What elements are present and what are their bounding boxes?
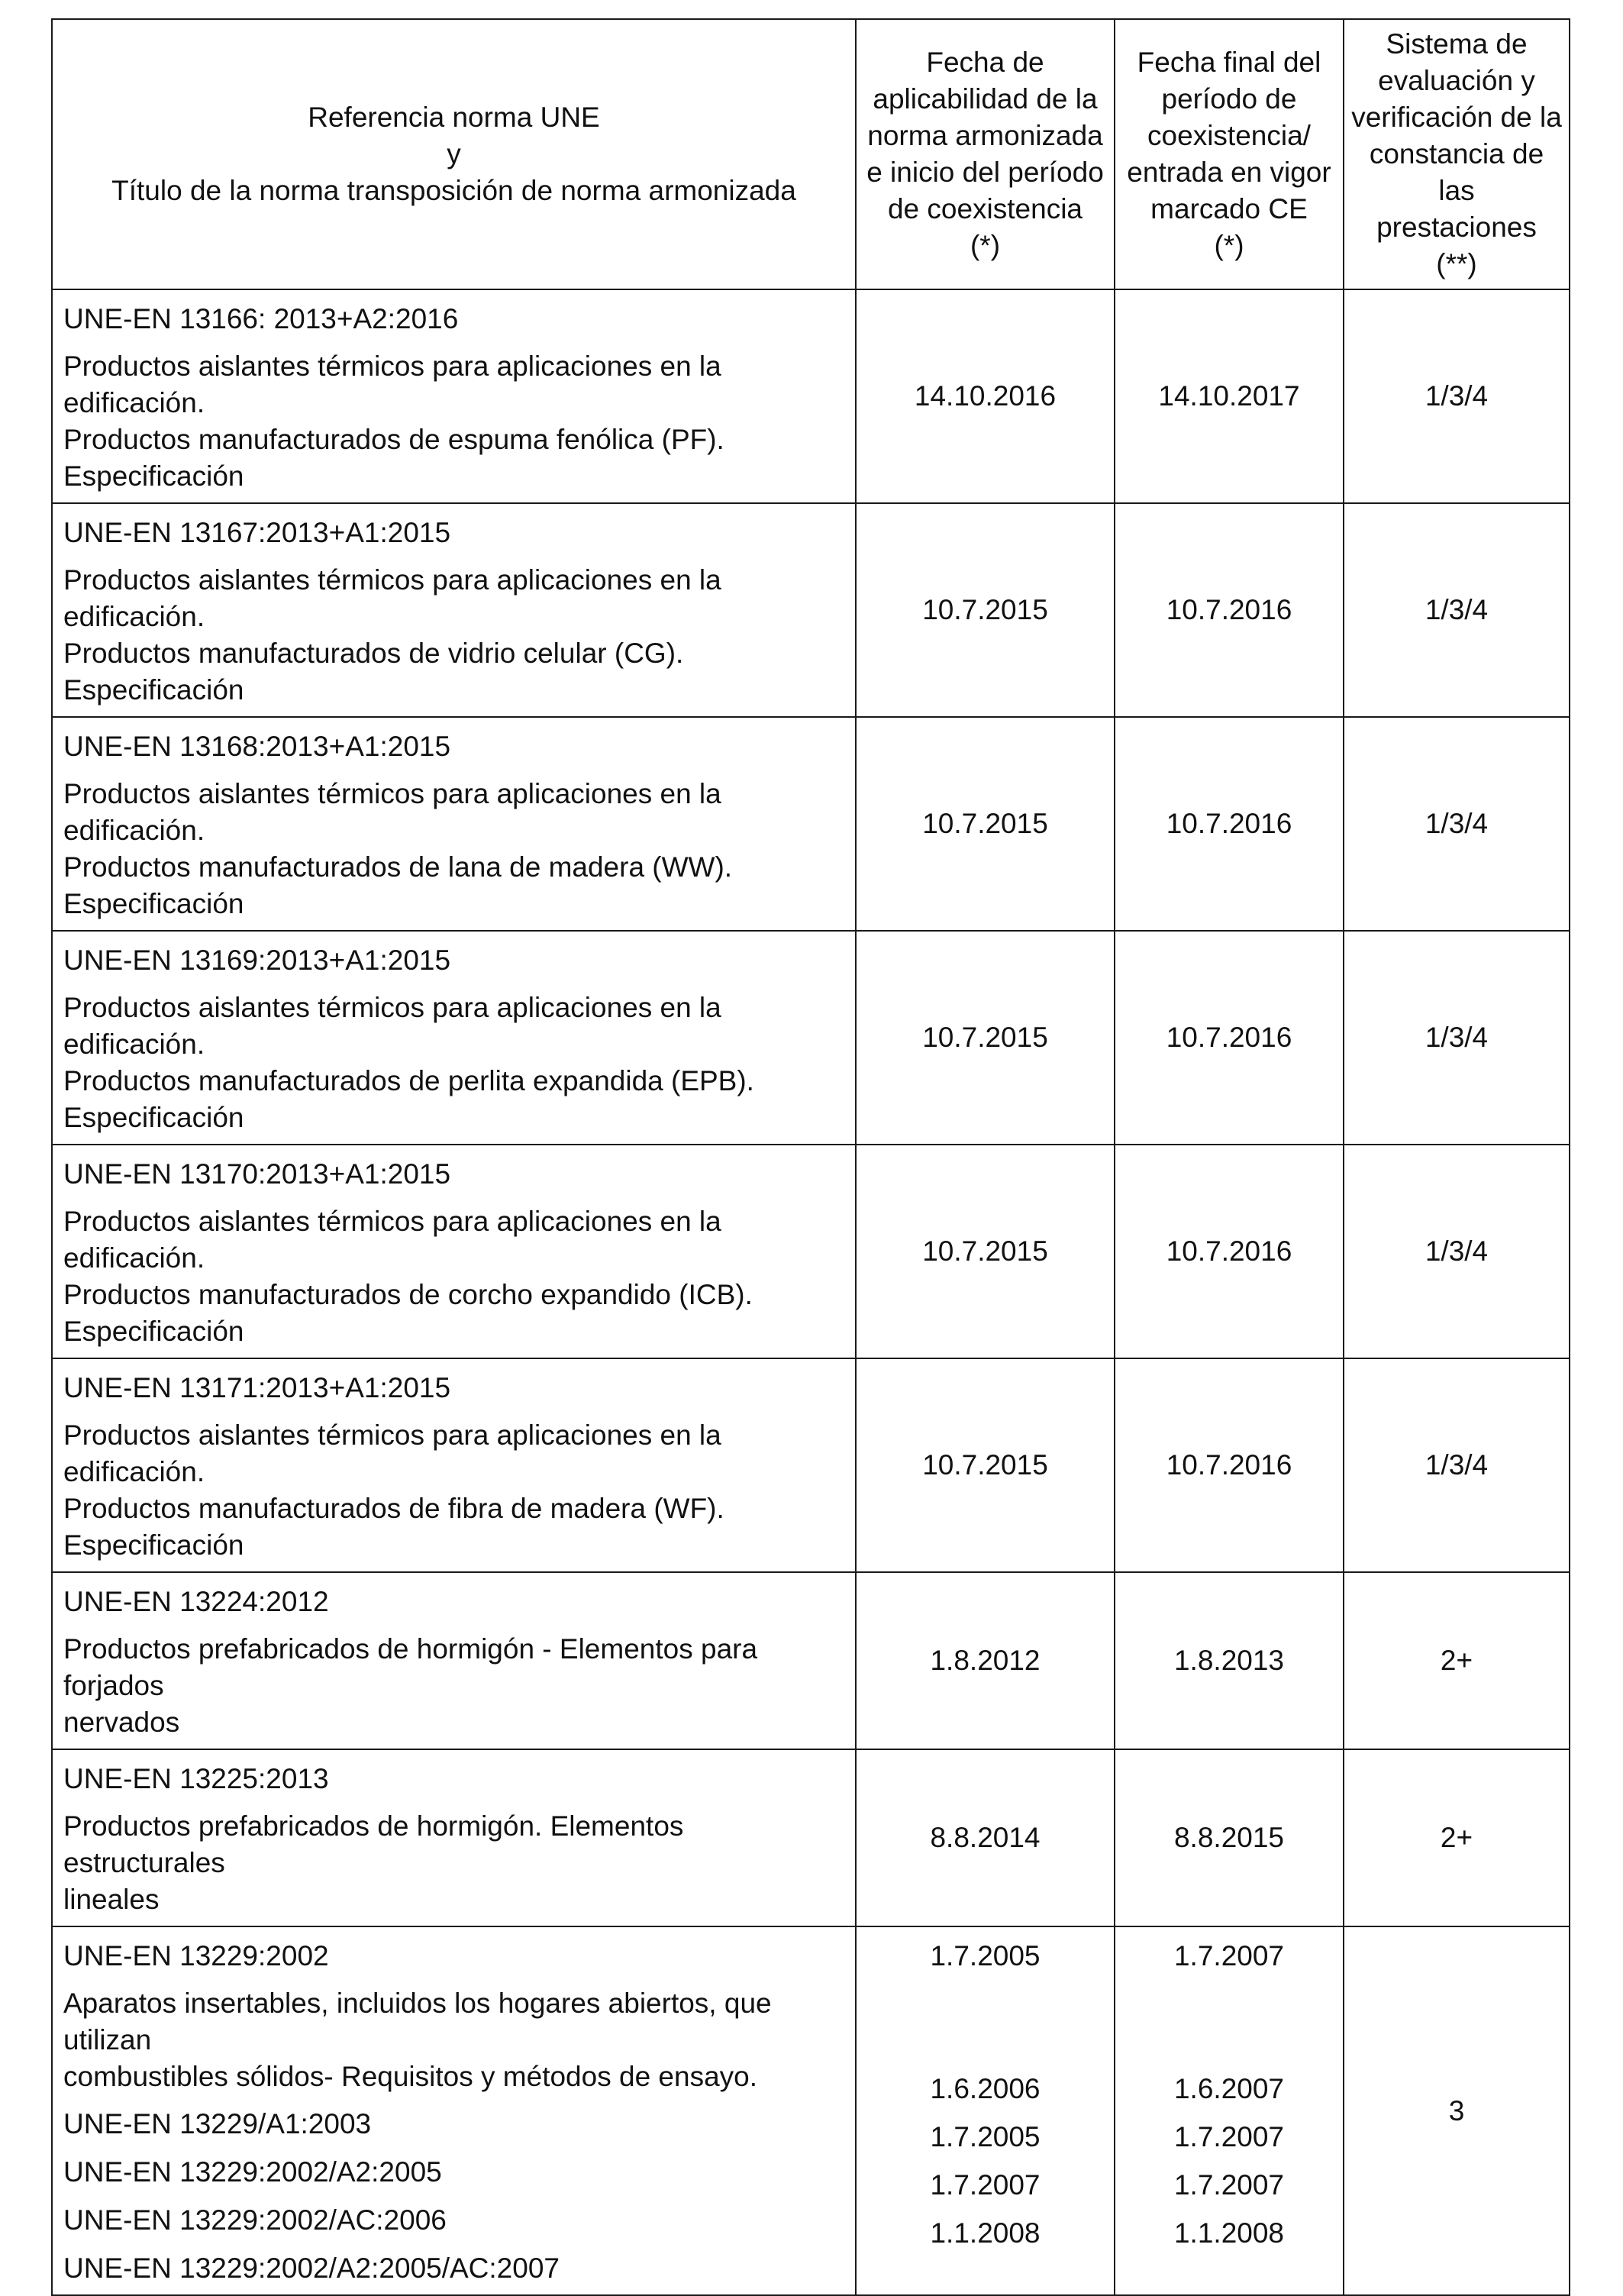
standard-title: [63, 562, 844, 709]
spacer: [1126, 1975, 1332, 2071]
title-line: Productos aislantes térmicos para aplicaciones en la edificación.: [63, 564, 721, 632]
cell-reference: [52, 717, 856, 931]
cell-applicability-date: 8.8.2014: [856, 1749, 1115, 1926]
cell-applicability-date: [856, 1926, 1115, 2295]
standard-code: UNE-EN 13171:2013+A1:2015: [63, 1372, 451, 1403]
header-system: [1344, 19, 1570, 289]
date-value: 1.7.2005: [930, 2121, 1041, 2152]
cell-applicability-date: 10.7.2015: [856, 1358, 1115, 1572]
cell-reference: [52, 1572, 856, 1749]
title-line: Especificación: [63, 888, 244, 919]
title-line: Productos manufacturados de perlita expandida (EPB).: [63, 1065, 754, 1096]
header-end-date: [1115, 19, 1344, 289]
cell-system: 1/3/4: [1344, 1145, 1570, 1358]
header-line: Referencia norma UNE: [308, 102, 600, 133]
header-line: y: [447, 138, 461, 170]
cell-end-date: 10.7.2016: [1115, 503, 1344, 717]
cell-end-date: 14.10.2017: [1115, 289, 1344, 503]
date-value: 1.7.2005: [930, 1940, 1041, 1971]
amendment-code: UNE-EN 13229/A1:2003: [63, 2108, 372, 2139]
standard-code: UNE-EN 13170:2013+A1:2015: [63, 1158, 451, 1190]
header-line: verificación de la: [1351, 102, 1562, 133]
amendment-code: UNE-EN 13229:2002/AC:2006: [63, 2204, 447, 2236]
title-line: Productos manufacturados de corcho expandido (ICB).: [63, 1279, 753, 1310]
header-line: de coexistencia: [887, 193, 1083, 224]
cell-end-date: 10.7.2016: [1115, 1358, 1344, 1572]
cell-end-date: 8.8.2015: [1115, 1749, 1344, 1926]
standard-title: [63, 348, 844, 495]
standard-title: [63, 1417, 844, 1564]
table-row: [52, 1749, 1570, 1926]
cell-system: 1/3/4: [1344, 1358, 1570, 1572]
header-line: Título de la norma transposición de norma armonizada: [111, 175, 796, 206]
title-line: Productos prefabricados de hormigón - Elementos para forjados: [63, 1633, 758, 1701]
cell-reference: [52, 1926, 856, 2295]
table-row: [52, 503, 1570, 717]
table-row: [52, 1145, 1570, 1358]
header-line: e inicio del período: [866, 157, 1104, 188]
date-value: 1.1.2008: [930, 2217, 1041, 2249]
title-line: combustibles sólidos- Requisitos y métodos de ensayo.: [63, 2061, 758, 2092]
table-body: [52, 289, 1570, 2295]
cell-system: 1/3/4: [1344, 503, 1570, 717]
title-line: Productos aislantes térmicos para aplicaciones en la edificación.: [63, 350, 721, 418]
table-row: [52, 717, 1570, 931]
date-value: 1.6.2006: [930, 2073, 1041, 2104]
header-line: norma armonizada: [867, 120, 1103, 151]
header-line: constancia de las: [1369, 138, 1544, 206]
title-line: Productos aislantes térmicos para aplicaciones en la edificación.: [63, 778, 721, 846]
title-line: Productos manufacturados de vidrio celular (CG). Especificación: [63, 638, 684, 706]
cell-system: 1/3/4: [1344, 717, 1570, 931]
cell-reference: [52, 1749, 856, 1926]
title-line: Productos aislantes térmicos para aplicaciones en la edificación.: [63, 1206, 721, 1274]
header-line: Fecha de: [926, 47, 1044, 78]
cell-reference: [52, 1358, 856, 1572]
header-line: evaluación y: [1378, 65, 1535, 96]
table-row: [52, 1358, 1570, 1572]
cell-reference: [52, 1145, 856, 1358]
standard-code: UNE-EN 13225:2013: [63, 1763, 329, 1794]
standard-code: UNE-EN 13167:2013+A1:2015: [63, 517, 451, 548]
cell-applicability-date: 10.7.2015: [856, 931, 1115, 1145]
title-line: Aparatos insertables, incluidos los hogares abiertos, que utilizan: [63, 1988, 772, 2055]
header-line: entrada en vigor: [1127, 157, 1331, 188]
standard-title: [63, 1808, 844, 1918]
cell-end-date: 10.7.2016: [1115, 931, 1344, 1145]
standard-code: UNE-EN 13169:2013+A1:2015: [63, 945, 451, 976]
title-line: Especificación: [63, 1102, 244, 1133]
title-line: Productos aislantes térmicos para aplicaciones en la edificación.: [63, 1419, 721, 1487]
header-line: aplicabilidad de la: [873, 83, 1098, 115]
date-value: 1.7.2007: [1173, 2169, 1285, 2201]
standard-title: [63, 776, 844, 922]
cell-system: 2+: [1344, 1572, 1570, 1749]
standard-title: [63, 1631, 844, 1741]
cell-applicability-date: 10.7.2015: [856, 1145, 1115, 1358]
title-line: Productos aislantes térmicos para aplicaciones en la edificación.: [63, 992, 721, 1060]
standard-code: UNE-EN 13166: 2013+A2:2016: [63, 303, 459, 334]
title-line: Especificación: [63, 1316, 244, 1347]
date-value: 1.1.2008: [1173, 2217, 1285, 2249]
standard-code: UNE-EN 13224:2012: [63, 1586, 329, 1617]
header-applicability-date: [856, 19, 1115, 289]
header-line: período de: [1161, 83, 1297, 115]
header-reference: [52, 19, 856, 289]
header-line: marcado CE: [1150, 193, 1308, 224]
cell-system: 1/3/4: [1344, 931, 1570, 1145]
amendment-list: [63, 2106, 844, 2287]
cell-applicability-date: 14.10.2016: [856, 289, 1115, 503]
title-line: Productos manufacturados de lana de madera (WW).: [63, 851, 733, 883]
spacer: [867, 1975, 1103, 2071]
header-line: prestaciones: [1376, 212, 1537, 243]
title-line: lineales: [63, 1884, 160, 1915]
harmonized-standards-table: [51, 18, 1570, 2296]
cell-reference: [52, 289, 856, 503]
standard-code: UNE-EN 13229:2002: [63, 1940, 329, 1971]
standard-code: UNE-EN 13168:2013+A1:2015: [63, 731, 451, 762]
title-line: Productos prefabricados de hormigón. Elementos estructurales: [63, 1810, 684, 1878]
standard-title: [63, 1203, 844, 1350]
standard-title: [63, 1985, 844, 2095]
cell-end-date: [1115, 1926, 1344, 2295]
amendment-code: UNE-EN 13229:2002/A2:2005/AC:2007: [63, 2252, 560, 2284]
cell-reference: [52, 931, 856, 1145]
title-line: nervados: [63, 1707, 180, 1738]
header-line: (*): [1214, 230, 1244, 261]
title-line: Especificación: [63, 1529, 244, 1561]
header-line: (**): [1436, 248, 1477, 279]
header-line: Sistema de: [1386, 28, 1528, 60]
cell-end-date: 10.7.2016: [1115, 1145, 1344, 1358]
cell-applicability-date: 1.8.2012: [856, 1572, 1115, 1749]
date-value: 1.6.2007: [1173, 2073, 1285, 2104]
title-line: Productos manufacturados de fibra de madera (WF).: [63, 1493, 724, 1524]
date-value: 1.7.2007: [1173, 2121, 1285, 2152]
title-line: Productos manufacturados de espuma fenólica (PF).: [63, 424, 724, 455]
cell-applicability-date: 10.7.2015: [856, 503, 1115, 717]
table-row: [52, 1926, 1570, 2295]
cell-reference: [52, 503, 856, 717]
date-value: 1.7.2007: [1173, 1940, 1285, 1971]
cell-system: 2+: [1344, 1749, 1570, 1926]
standard-title: [63, 990, 844, 1136]
table-row: [52, 289, 1570, 503]
table-row: [52, 1572, 1570, 1749]
cell-system: 1/3/4: [1344, 289, 1570, 503]
title-line: Especificación: [63, 460, 244, 492]
table-header-row: [52, 19, 1570, 289]
amendment-code: UNE-EN 13229:2002/A2:2005: [63, 2156, 442, 2188]
header-line: Fecha final del: [1137, 47, 1321, 78]
header-line: (*): [970, 230, 1001, 261]
cell-end-date: 10.7.2016: [1115, 717, 1344, 931]
table-row: [52, 931, 1570, 1145]
cell-applicability-date: 10.7.2015: [856, 717, 1115, 931]
cell-end-date: 1.8.2013: [1115, 1572, 1344, 1749]
cell-system: 3: [1344, 1926, 1570, 2295]
date-value: 1.7.2007: [930, 2169, 1041, 2201]
header-line: coexistencia/: [1147, 120, 1311, 151]
